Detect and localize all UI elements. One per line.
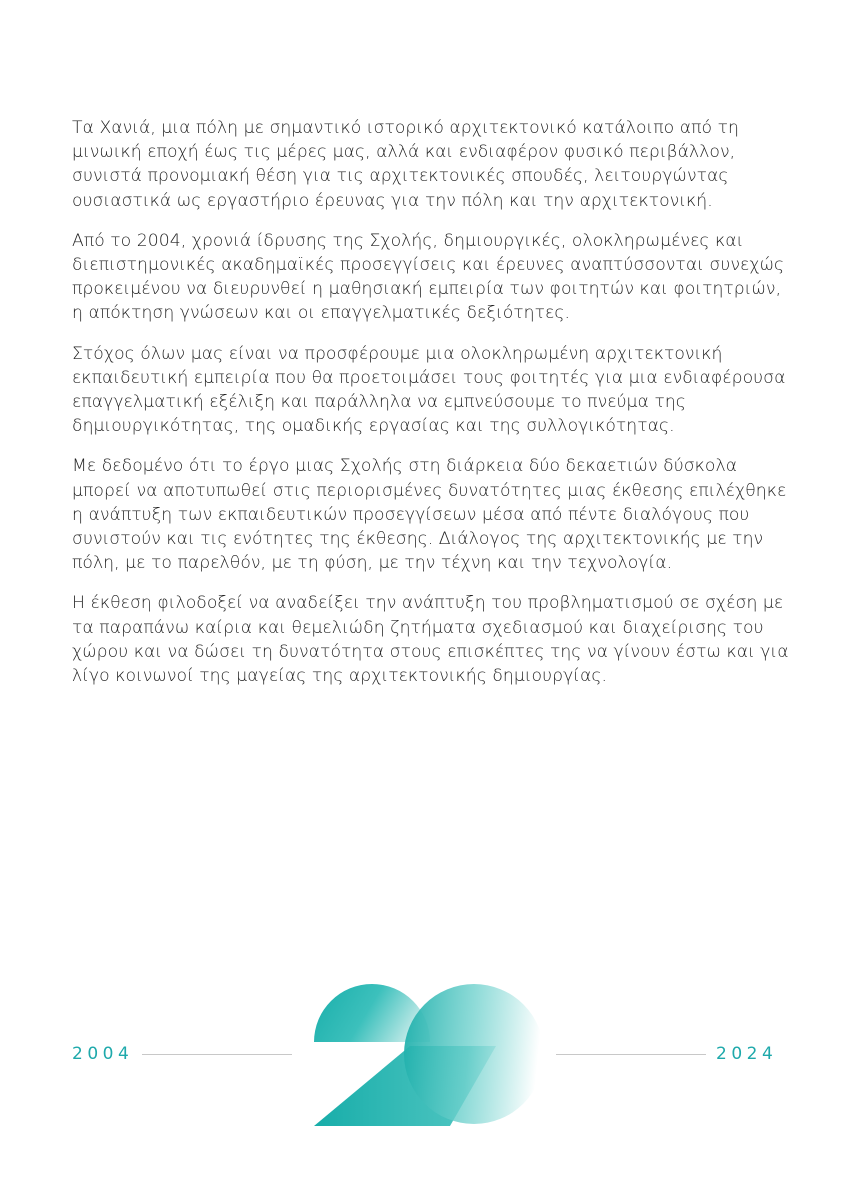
paragraph-2: Από το 2004, χρονιά ίδρυσης της Σχολής, δημιουργικές, ολοκληρωμένες και διεπιστημονικές ακαδημαϊκές προσεγγίσεις και έρευνες αναπτύσσονται συνεχώς προκειμένου να διευρυνθεί η μαθησιακή εμπειρία των φοιτητών και φοιτητριών, η απόκτηση γνώσεων και οι επαγγελματικές δεξιότητες. xyxy=(72,230,785,324)
anniversary-20-logo-icon xyxy=(310,980,546,1128)
year-end: 2024 xyxy=(716,1044,778,1064)
paragraph-3: Στόχος όλων μας είναι να προσφέρουμε μια ολοκληρωμένη αρχιτεκτονική εκπαιδευτική εμπειρία που θα προετοιμάσει τους φοιτητές για μια ενδιαφέρουσα επαγγελματική εξέλιξη και παράλληλα να εμπνεύσουμε το πνεύμα της δημιουργικότητας, της ομαδικής εργασίας και της συλλογικότητας. xyxy=(72,343,786,437)
paragraph-5: Η έκθεση φιλοδοξεί να αναδείξει την ανάπτυξη του προβληματισμού σε σχέση με τα παραπάνω καίρια και θεμελιώδη ζητήματα σχεδιασμού και διαχείρισης του χώρου και να δώσει τη δυνατότητα στους επισκέπτες της να γίνουν έστω και για λίγο κοινωνοί της μαγείας της αρχιτεκτονικής δημιουργίας. xyxy=(72,593,789,687)
year-start: 2004 xyxy=(72,1044,134,1064)
body-text xyxy=(72,116,792,704)
divider-right xyxy=(556,1054,706,1055)
divider-left xyxy=(142,1054,292,1055)
paragraph-1: Τα Χανιά, μια πόλη με σημαντικό ιστορικό αρχιτεκτονικό κατάλοιπο από τη μινωική εποχή έως τις μέρες μας, αλλά και ενδιαφέρον φυσικό περιβάλλον, συνιστά προνομιακή θέση για τις αρχιτεκτονικές σπουδές, λειτουργώντας ουσιαστικά ως εργαστήριο έρευνας για την πόλη και την αρχιτεκτονική. xyxy=(72,118,739,211)
anniversary-footer xyxy=(0,980,846,1140)
paragraph-4: Με δεδομένο ότι το έργο μιας Σχολής στη διάρκεια δύο δεκαετιών δύσκολα μπορεί να αποτυπωθεί στις περιορισμένες δυνατότητες μιας έκθεσης επιλέχθηκε η ανάπτυξη των εκπαιδευτικών προσεγγίσεων μέσα από πέντε διαλόγους που συνιστούν και τις ενότητες της έκθεσης. Διάλογος της αρχιτεκτονικής με την πόλη, με το παρελθόν, με τη φύση, με την τέχνη και την τεχνολογία. xyxy=(72,456,787,574)
